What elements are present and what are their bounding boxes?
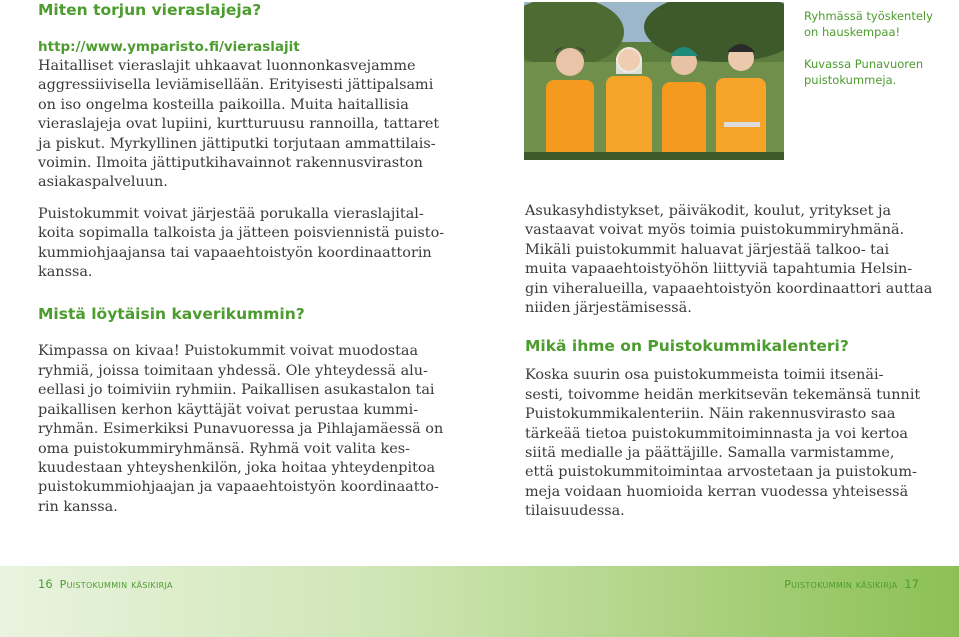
left-column	[38, 0, 458, 517]
left-page-number: 16	[38, 577, 53, 591]
invasive-species-paragraph: Haitalliset vieraslajit uhkaavat luonnonkasvejamme aggressiivisella leviämisellään. Erityisesti jättipalsami on iso ongelma kosteilla paikoilla. Muita haitallisia vieraslajeja ovat lupiini, kurtturuusu rannoilla, tattaret ja piskut. Myrkyllinen jättiputki torjutaan ammattilais- voimin. Ilmoita jättiputkihavainnot rakennusviraston asiakaspalveluun.	[38, 58, 440, 191]
page-footer	[0, 566, 959, 637]
footer-right	[784, 577, 919, 591]
footer-left	[38, 577, 173, 591]
buddy-heading: Mistä löytäisin kaverikummin?	[38, 305, 305, 324]
photo-caption	[804, 8, 954, 88]
left-book-title: Puistokummin käsikirja	[59, 578, 173, 591]
organizations-paragraph: Asukasyhdistykset, päiväkodit, koulut, yritykset ja vastaavat voivat myös toimia puistokummiryhmänä. Mikäli puistokummit haluavat järjestää talkoo- tai muita vapaaehtoistyöhön liittyviä tapahtumia Helsin- gin viheralueilla, vapaaehtoistyön koordinaattori auttaa niiden järjestämisessä.	[525, 203, 933, 317]
calendar-paragraph: Koska suurin osa puistokummeista toimii itsenäi- sesti, toivomme heidän merkitsevän tekemänsä tunnit Puistokummikalenteriin. Näin rakennusvirasto saa tärkeää tietoa puistokummitoiminnasta ja voi kertoa siitä medialle ja päättäjille. Samalla varmistamme, että puistokummitoimintaa arvostetaan ja puistokum- meja voidaan huomioida kerran vuodessa yhteisessä tilaisuudessa.	[525, 367, 921, 520]
section-title: Miten torjun vieraslajeja?	[38, 1, 262, 19]
calendar-heading: Mikä ihme on Puistokummikalenteri?	[525, 337, 849, 356]
volunteers-photo	[524, 2, 784, 160]
right-page-number: 17	[904, 577, 919, 591]
right-book-title: Puistokummin käsikirja	[784, 578, 898, 591]
caption-line-1: Ryhmässä työskentely on hauskempaa!	[804, 9, 933, 39]
right-column	[525, 202, 945, 522]
caption-line-2: Kuvassa Punavuoren puistokummeja.	[804, 57, 924, 87]
vieraslajit-link[interactable]: http://www.ymparisto.fi/vieraslajit	[38, 39, 300, 55]
groups-paragraph: Kimpassa on kivaa! Puistokummit voivat muodostaa ryhmiä, joissa toimitaan yhdessä. Ole yhteydessä alu- eellasi jo toimiviin ryhmiin. Paikallisen asukastalon tai paikallisen kerhon käyttäjät voivat perustaa kummi- ryhmän. Esimerkiksi Punavuoressa ja Pihlajamäessä on oma puistokummiryhmänsä. Ryhmä voit valita kes- kuudestaan yhteyshenkilön, joka hoitaa yhteydenpitoa puistokummiohjaajan ja vapaaehtoistyön koordinaatto- rin kanssa.	[38, 343, 444, 515]
talkoot-paragraph: Puistokummit voivat järjestää porukalla vieraslajital- koita sopimalla talkoista ja jätteen poisviennistä puisto- kummiohjaajansa tai vapaaehtoistyön koordinaattorin kanssa.	[38, 205, 445, 281]
